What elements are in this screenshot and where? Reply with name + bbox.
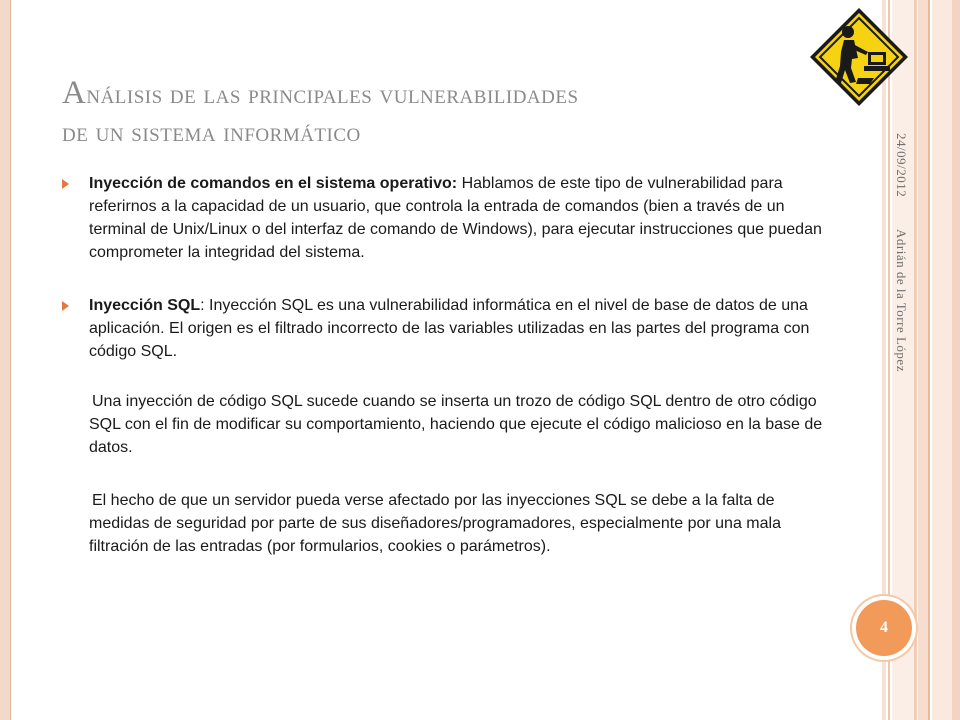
- left-decorative-border: [0, 0, 11, 720]
- slide-title: [62, 74, 822, 151]
- bullet-item: [62, 294, 832, 363]
- page-number-badge: [856, 600, 912, 656]
- slide-date: 24/09/2012: [894, 133, 909, 198]
- bullet-text: : Inyección SQL es una vulnerabilidad informática en el nivel de base de datos de una aplicación. El origen es el filtrado incorrecto de las variables utilizadas en las partes del programa con código SQL.: [89, 297, 810, 360]
- bullet-item: [62, 172, 832, 264]
- slide-content: [62, 172, 832, 558]
- title-line1: nálisis de las principales vulnerabilidades: [86, 79, 579, 109]
- paragraph: Una inyección de código SQL sucede cuando se inserta un trozo de código SQL dentro de otro código SQL con el fin de modificar su comportamiento, haciendo que ejecute el código malicioso en la base de datos.: [89, 393, 823, 456]
- arrow-bullet-icon: [62, 301, 69, 311]
- vertical-footer-text: [889, 133, 909, 453]
- arrow-bullet-icon: [62, 179, 69, 189]
- under-construction-sign-icon: [808, 6, 910, 108]
- slide-author: Adrián de la Torre López: [894, 229, 909, 372]
- bullet-heading: Inyección SQL: [89, 297, 201, 314]
- page-number: 4: [880, 619, 888, 636]
- bullet-heading: Inyección de comandos en el sistema operativo:: [89, 175, 458, 192]
- title-line2: de un sistema informático: [62, 117, 361, 147]
- bullet-text: Hablamos de este tipo de vulnerabilidad para referirnos a la capacidad de un usuario, que controla la entrada de comandos (bien a través de un terminal de Unix/Linux o del interfaz de comando de Windows), para ejecutar instrucciones que puedan comprometer la integridad del sistema.: [89, 175, 822, 261]
- title-first-letter: A: [62, 75, 87, 111]
- paragraph: El hecho de que un servidor pueda verse afectado por las inyecciones SQL se debe a la falta de medidas de seguridad por parte de sus diseñadores/programadores, especialmente por una mala filtración de las entradas (por formularios, cookies o parámetros).: [89, 492, 781, 555]
